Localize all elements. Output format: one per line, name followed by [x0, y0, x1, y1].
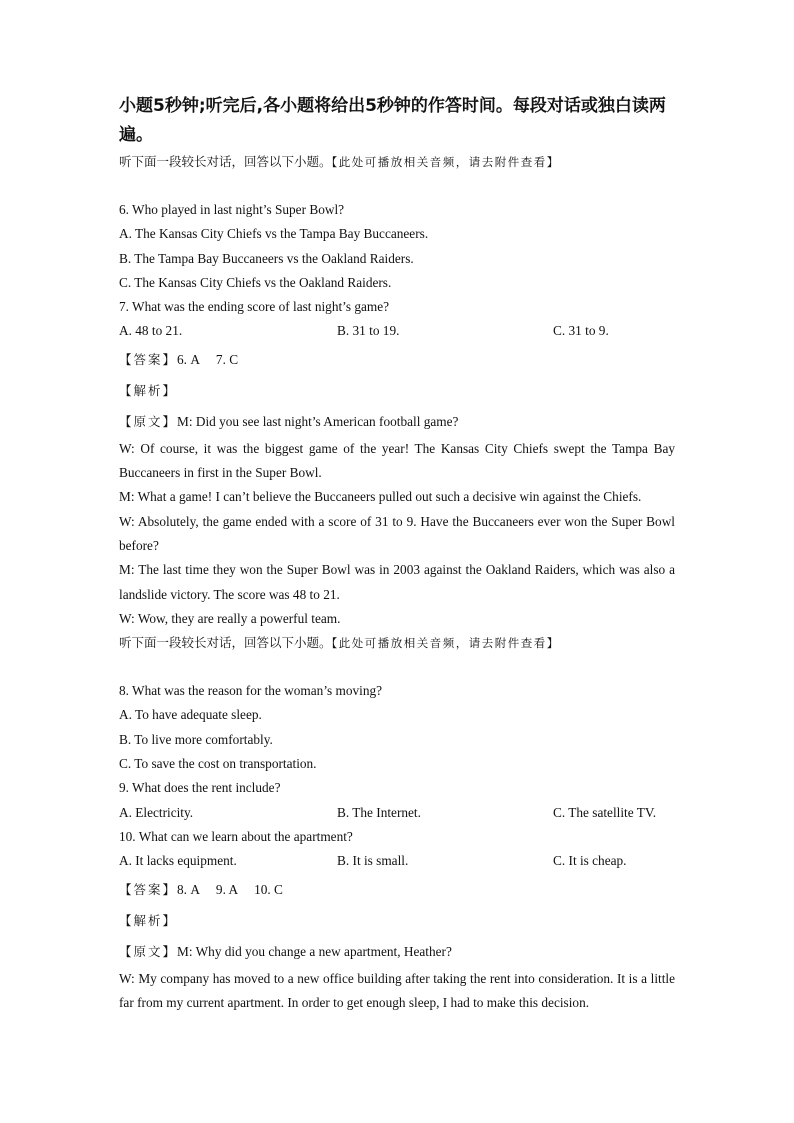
question-7-options — [119, 319, 675, 343]
question-6-option-c: C. The Kansas City Chiefs vs the Oakland Raiders. — [119, 274, 392, 290]
transcript-text: M: Did you see last night’s American football game? — [177, 413, 459, 429]
question-10-option-a: A. It lacks equipment. — [119, 853, 237, 869]
question-7-option-c: C. 31 to 9. — [553, 323, 609, 339]
answer-7: 7. C — [215, 351, 239, 367]
question-8-option-b: B. To live more comfortably. — [119, 731, 273, 747]
section2-intro-text: 听下面一段较长对话，回答以下小题。 — [119, 635, 332, 651]
question-8-option-c: C. To save the cost on transportation. — [119, 756, 317, 772]
document-page — [119, 92, 675, 1015]
section1-answer — [119, 344, 675, 375]
section2-transcript-line-2: W: My company has moved to a new office building after taking the rent into consideration. It is a little far from my current apartment. In order to get enough sleep, I had to make this decision. — [119, 970, 675, 1010]
answer-8: 8. A — [177, 881, 200, 897]
instructions-heading — [119, 92, 675, 150]
answer-label: 【答案】 — [119, 351, 178, 367]
question-6: 6. Who played in last night’s Super Bowl? — [119, 202, 345, 217]
section1-audio-note: 【此处可播放相关音频，请去附件查看】 — [331, 155, 560, 169]
section1-transcript-line-6: W: Wow, they are really a powerful team. — [119, 610, 341, 626]
question-10-options — [119, 849, 675, 873]
question-9-option-b: B. The Internet. — [337, 804, 421, 820]
question-9-option-a: A. Electricity. — [119, 804, 194, 820]
question-9: 9. What does the rent include? — [119, 780, 281, 796]
answer-6: 6. A — [177, 351, 200, 367]
section2-intro — [119, 631, 675, 655]
section2-audio-note: 【此处可播放相关音频，请去附件查看】 — [331, 636, 560, 651]
analysis-label: 【解析】 — [119, 912, 178, 928]
question-6-option-a: A. The Kansas City Chiefs vs the Tampa Bay Buccaneers. — [119, 226, 429, 242]
instructions-line-2: 遍。 — [119, 125, 153, 145]
original-label: 【原文】 — [119, 413, 178, 429]
section1-intro-text: 听下面一段较长对话，回答以下小题。 — [119, 154, 332, 169]
section1-transcript-line-2: W: Of course, it was the biggest game of the year! The Kansas City Chiefs swept the Tampa Bay Buccaneers in first in the Super Bowl. — [119, 440, 675, 481]
question-6-option-b: B. The Tampa Bay Buccaneers vs the Oakland Raiders. — [119, 250, 414, 266]
transcript-text: M: Why did you change a new apartment, Heather? — [177, 943, 452, 959]
question-10-option-c: C. It is cheap. — [553, 853, 627, 869]
answer-10: 10. C — [254, 881, 283, 897]
section2-analysis — [119, 905, 675, 936]
question-7-option-b: B. 31 to 19. — [337, 323, 400, 339]
spacer — [119, 655, 675, 679]
question-8: 8. What was the reason for the woman’s moving? — [119, 683, 383, 699]
section1-transcript-line-4: W: Absolutely, the game ended with a score of 31 to 9. Have the Buccaneers ever won the Super Bowl before? — [119, 513, 675, 553]
analysis-label: 【解析】 — [119, 382, 178, 398]
spacer — [119, 174, 675, 198]
answer-9: 9. A — [215, 881, 239, 897]
section2-transcript-line-1 — [119, 936, 675, 967]
question-10: 10. What can we learn about the apartment? — [119, 828, 353, 844]
section1-transcript-line-3: M: What a game! I can’t believe the Buccaneers pulled out such a decisive win against the Chiefs. — [119, 489, 642, 505]
question-8-option-a: A. To have adequate sleep. — [119, 707, 262, 723]
question-9-options — [119, 801, 675, 825]
instructions-line-1: 小题5秒钟;听完后,各小题将给出5秒钟的作答时间。每段对话或独白读两 — [119, 96, 666, 116]
section2-answer — [119, 874, 675, 905]
section1-intro — [119, 150, 675, 174]
section1-transcript-line-5: M: The last time they won the Super Bowl was in 2003 against the Oakland Raiders, which was also a landslide victory. The score was 48 to 21. — [119, 562, 675, 602]
question-7: 7. What was the ending score of last night’s game? — [119, 299, 390, 315]
section1-analysis — [119, 375, 675, 406]
original-label: 【原文】 — [119, 943, 178, 959]
question-7-option-a: A. 48 to 21. — [119, 323, 183, 339]
question-9-option-c: C. The satellite TV. — [553, 804, 657, 820]
answer-label: 【答案】 — [119, 881, 178, 897]
question-10-option-b: B. It is small. — [337, 853, 409, 869]
section1-transcript-line-1 — [119, 406, 675, 437]
